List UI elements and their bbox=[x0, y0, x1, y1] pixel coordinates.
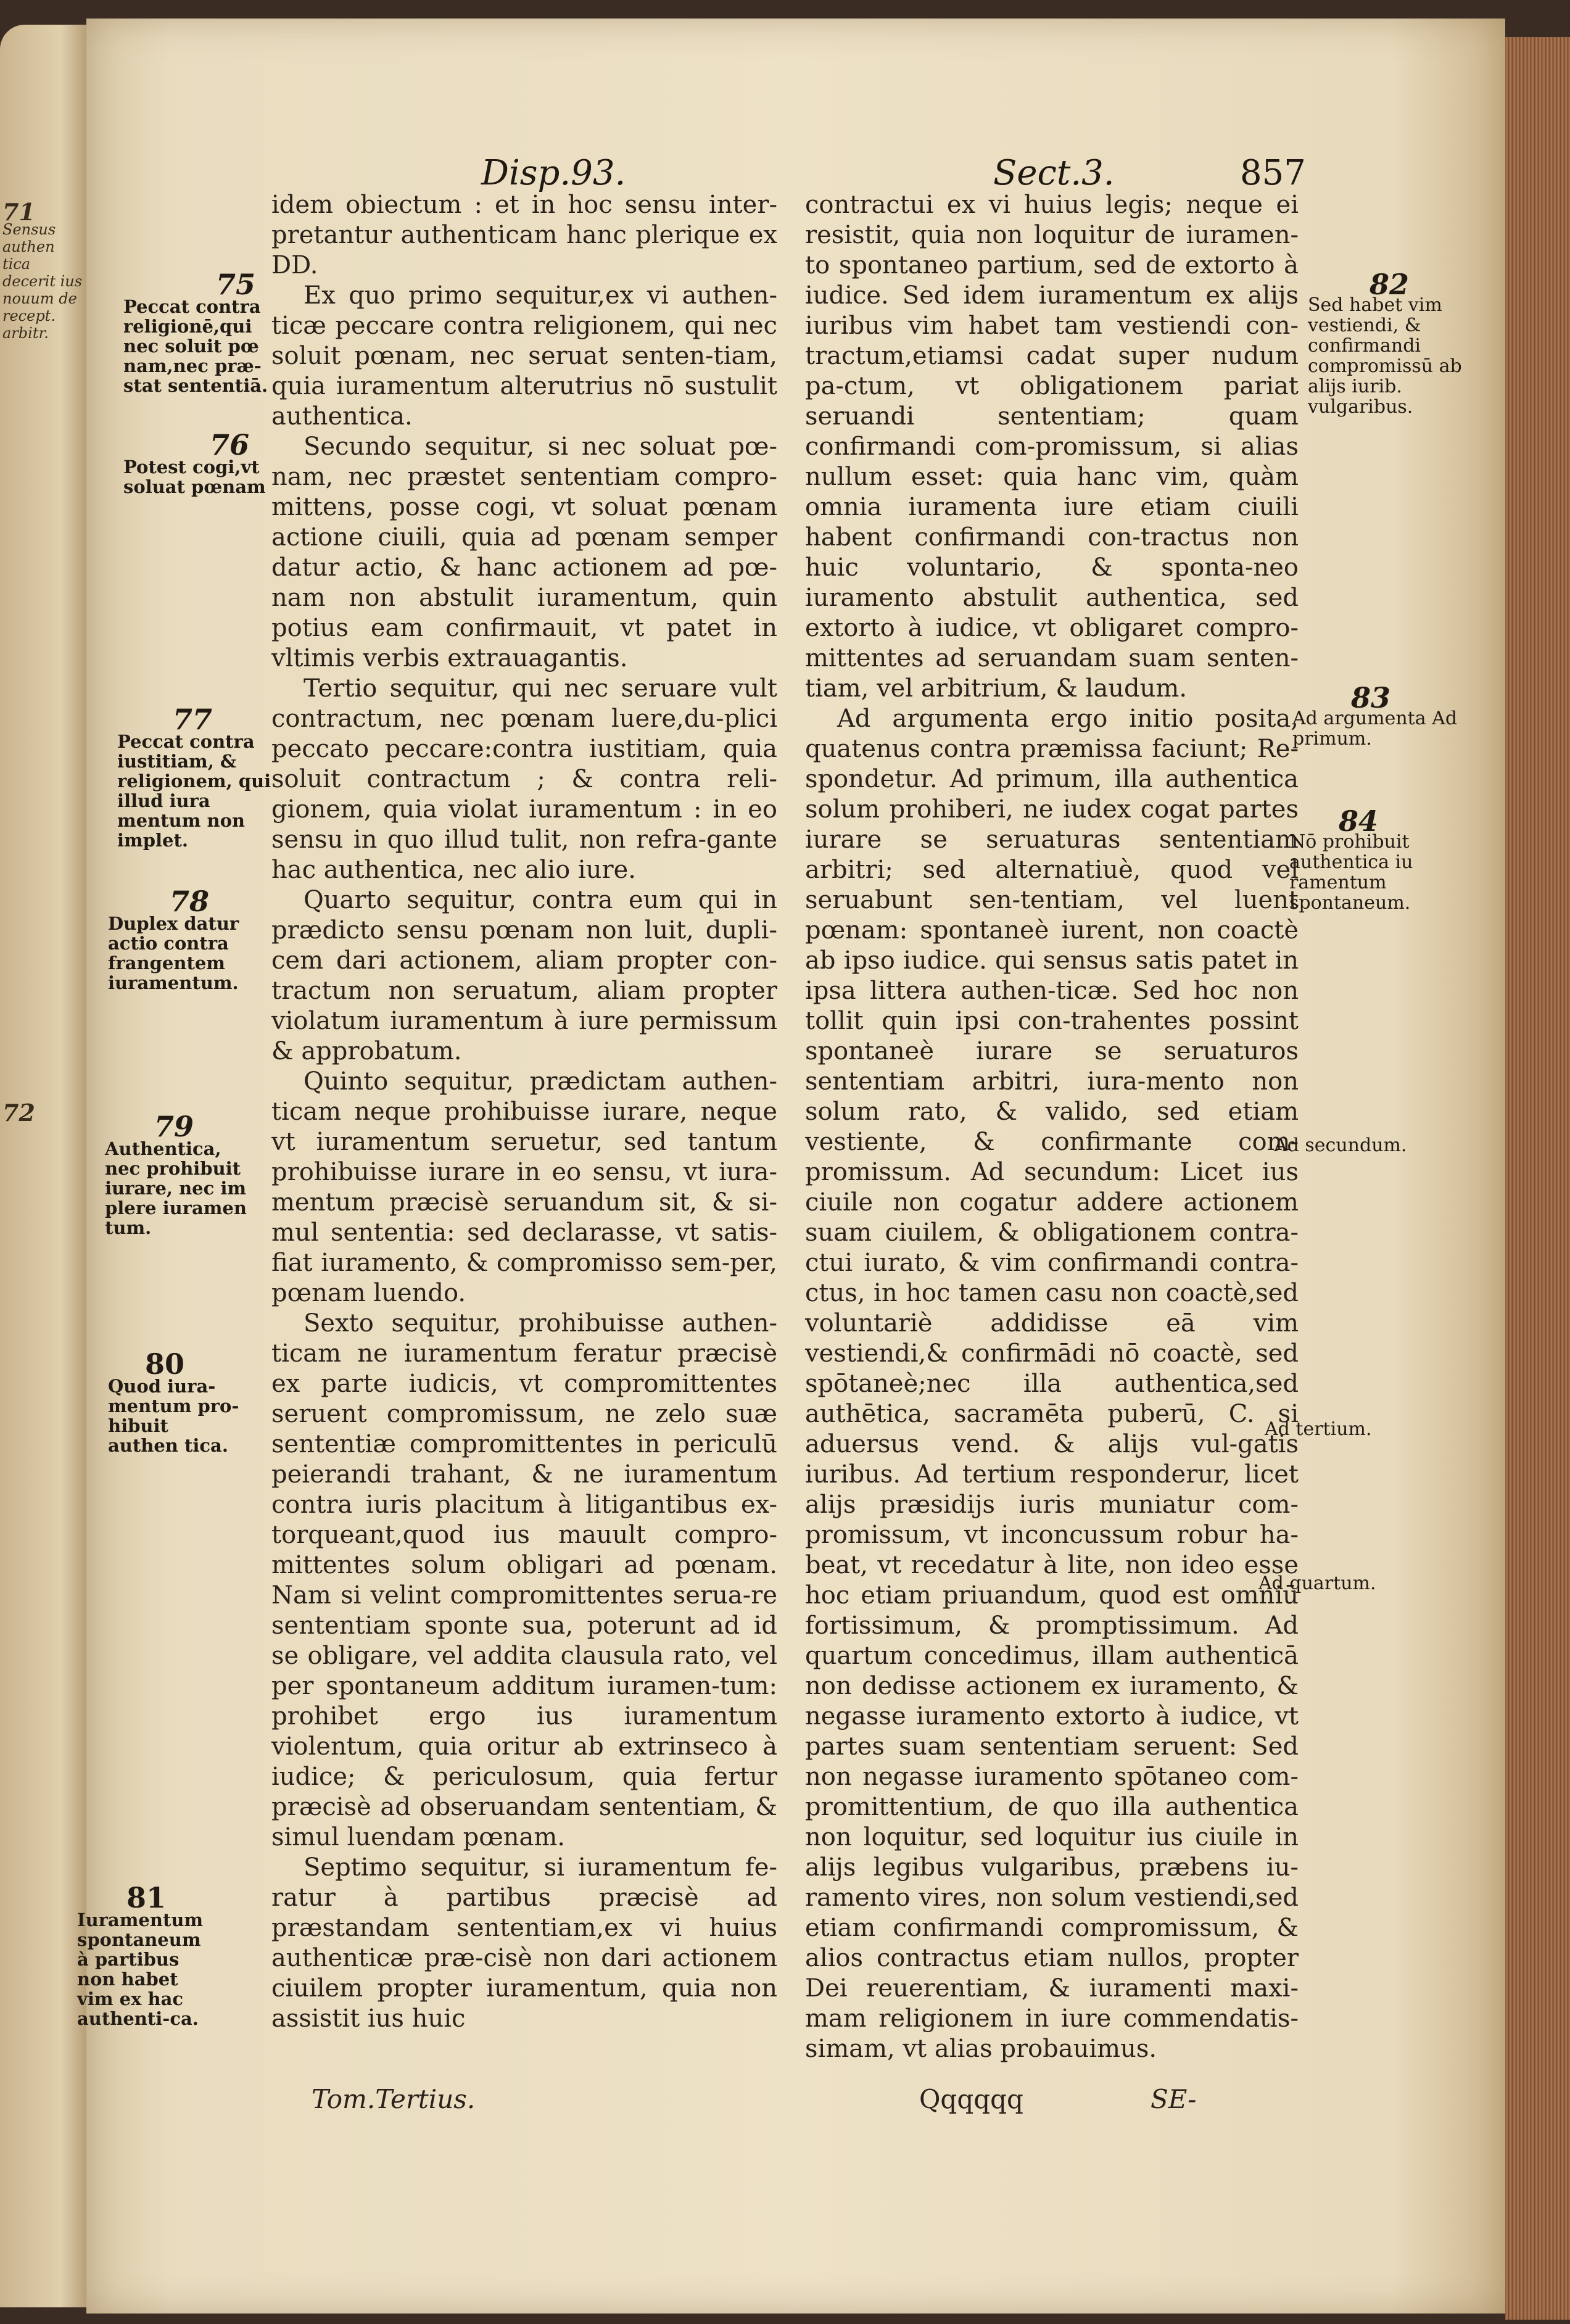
paragraph: Ad argumenta ergo initio posita, quatenus contra præmissa faciunt; Re-spondetur. Ad primum, illa authentica solum prohiberi, ne iudex cogat partes iurare se seruaturas sententiam arbitri; sed alternatiuè, quod vel seruabunt sen-tentiam, vel luent pœnam: spontaneè iurent, non coactè ab ipso iudice. qui sensus satis patet in ipsa littera authen-ticæ. Sed hoc non tollit quin ipsi con-trahentes possint spontaneè iurare se seruaturos sententiam arbitri, iura-mento non solum rato, & valido, sed etiam vestiente, & confirmante com-promissum. Ad secundum: Licet ius ciuile non cogatur addere actionem suam ciuilem, & obligationem contra-ctui iurato, & vim confirmandi contra-ctus, in hoc tamen casu non coactè,sed voluntariè addidisse eā vim vestiendi,& confirmādi nō coactè, sed spōtaneè;nec illa authentica,sed authētica, sacramēta puberū, C. si aduersus vend. & alijs vul-gatis iuribus. Ad tertium responderur, licet alijs præsidijs iuris muniatur com-promissum, vt inconcussum robur ha-beat, vt recedatur à lite, non ideo esse hoc etiam priuandum, quod est omniū fortissimum, & promptissimum. Ad quartum concedimus, illam authenticā non dedisse actionem ex iuramento, & negasse iuramento extorto à iudice, vt partes suam sententiam seruent: Sed non negasse iuramento spōtaneo com-promittentium, de quo illa authentica non loquitur, sed loquitur ius ciuile in alijs legibus vulgaribus, præbens iu-ramento vires, non solum vestiendi,sed etiam confirmandi compromissum, & alios contractus etiam nullos, propter Dei reuerentiam, & iuramenti maxi-mam religionem in iure commendatis-simam, vt alias probauimus. bbox=[805, 705, 1299, 2063]
margin-note-number: 80 bbox=[145, 1347, 185, 1381]
column-left bbox=[271, 190, 777, 2034]
paragraph: Ex quo primo sequitur,ex vi authen-ticæ peccare contra religionem, qui nec soluit pœnam, nec seruat senten-tiam, quia iuramentum alterutrius nō sustulit authentica. bbox=[271, 281, 777, 431]
margin-note-75 bbox=[123, 268, 284, 396]
margin-note-number: 83 bbox=[1351, 681, 1391, 714]
margin-note-text: Peccat contra iustitiam, & religionem, qui illud iura mentum non implet. bbox=[117, 731, 271, 851]
margin-note-text: Iuramentum spontaneum à partibus non habet vim ex hac authenti-ca. bbox=[77, 1909, 204, 2029]
margin-note-number: 77 bbox=[173, 703, 213, 736]
left-page-num-a: 71 bbox=[2, 198, 35, 226]
paragraph: idem obiectum : et in hoc sensu inter-pretantur authenticam hanc plerique ex DD. bbox=[271, 191, 777, 279]
margin-note-ad-tertium bbox=[1265, 1419, 1450, 1439]
margin-note-number: 75 bbox=[216, 268, 256, 301]
margin-note-text: Quod iura-mentum pro-hibuit authen tica. bbox=[108, 1376, 239, 1456]
paragraph: Tertio sequitur, qui nec seruare vult contractum, nec pœnam luere,du-plici peccato peccare:contra iustitiam, quia soluit contractum ; & contra reli-gionem, quia violat iuramentum : in eo sensu in quo illud tulit, non refra-gante hac authentica, nec alio iure. bbox=[271, 674, 777, 884]
paragraph: Quinto sequitur, prædictam authen-ticam neque prohibuisse iurare, neque vt iuramentum seruetur, sed tantum prohibuisse iurare in eo sensu, vt iura-mentum præcisè seruandum sit, & si-mul sententia: sed declarasse, vt satis-fiat iuramento, & compromisso sem-per, pœnam luendo. bbox=[271, 1067, 777, 1307]
paragraph: Sexto sequitur, prohibuisse authen-ticam ne iuramentum feratur præcisè ex parte iudicis, vt compromittentes seruent compromissum, ne zelo suæ sententiæ compromittentes in periculū peierandi trahant, & ne iuramentum contra iuris placitum à litigantibus ex-torqueant,quod ius mauult compro-mittentes solum obligari ad pœnam. Nam si velint compromittentes serua-re sententiam sponte sua, poterunt ad id se obligare, vel addita clausula rato, vel per spontaneum additum iuramen-tum: prohibet ergo ius iuramentum violentum, quia oritur ab extrinseco à iudice; & periculosum, quia fertur præcisè ad obseruandam sententiam, & simul luendam pœnam. bbox=[271, 1309, 777, 1851]
margin-note-80 bbox=[108, 1347, 241, 1456]
margin-note-text: Ad quartum. bbox=[1258, 1573, 1376, 1594]
margin-note-84 bbox=[1289, 804, 1468, 914]
left-page-gutter bbox=[0, 25, 86, 2307]
running-head-sect: Sect.3. bbox=[993, 153, 1115, 193]
margin-note-number: 84 bbox=[1339, 804, 1379, 838]
margin-note-text: Nō prohibuit authentica iu ramentum spontaneum. bbox=[1289, 831, 1413, 914]
margin-note-text: Sed habet vim vestiendi, & confirmandi compromissū ab alijs iurib. vulgaribus. bbox=[1308, 294, 1462, 418]
left-page-num-b: 72 bbox=[2, 1099, 35, 1127]
margin-note-number: 78 bbox=[170, 885, 210, 918]
margin-note-ad-secundum bbox=[1274, 1135, 1459, 1156]
margin-note-text: Ad secundum. bbox=[1274, 1135, 1407, 1156]
footer-signature: Qqqqqq bbox=[919, 2084, 1023, 2114]
paragraph: Septimo sequitur, si iuramentum fe-ratur à partibus præcisè ad præstandam sententiam,ex vi huius authenticæ præ-cisè non dari actionem ciuilem propter iuramentum, quia non assistit ius huic bbox=[271, 1853, 777, 2033]
margin-note-78 bbox=[108, 885, 256, 993]
left-page-marginal-a bbox=[2, 198, 83, 342]
margin-note-ad-quartum bbox=[1258, 1573, 1444, 1594]
footer-catchword: SE- bbox=[1151, 2084, 1197, 2114]
footer-volume: Tom.Tertius. bbox=[312, 2084, 476, 2114]
margin-note-79 bbox=[105, 1110, 250, 1238]
column-right bbox=[805, 190, 1299, 2064]
margin-note-text: Ad tertium. bbox=[1265, 1418, 1372, 1440]
margin-note-text: Peccat contra religionē,qui nec soluit pœ nam,nec præ-stat sententiā. bbox=[123, 296, 268, 396]
paragraph: Quarto sequitur, contra eum qui in prædicto sensu pœnam non luit, dupli-cem dari actionem, aliam propter con-tractum non seruatum, aliam propter violatum iuramentum à iure permissum & approbatum. bbox=[271, 886, 777, 1065]
page-number: 857 bbox=[1240, 153, 1306, 193]
left-page-text-a: Sensus authen tica decerit ius nouum de recept. arbitr. bbox=[2, 221, 83, 342]
margin-note-text: Duplex datur actio contra frangentem iuramentum. bbox=[108, 913, 239, 993]
margin-note-76 bbox=[123, 428, 284, 497]
margin-note-82 bbox=[1308, 268, 1487, 418]
margin-note-number: 76 bbox=[210, 428, 250, 461]
margin-note-text: Ad argumenta Ad primum. bbox=[1292, 708, 1458, 750]
paragraph: contractui ex vi huius legis; neque ei resistit, quia non loquitur de iuramen-to spontaneo partium, sed de extorto à iudice. Sed idem iuramentum ex alijs iuribus vim habet tam vestiendi con-tractum,etiamsi cadat super nudum pa-ctum, vt obligationem pariat seruandi sententiam; quam confirmandi com-promissum, si alias nullum esset: quia hanc vim, quàm omnia iuramenta iure etiam ciuili habent confirmandi con-tractus non huic voluntario, & sponta-neo iuramento abstulit authentica, sed extorto à iudice, vt obligaret compro-mittentes ad seruandam suam senten-tiam, vel arbitrium, & laudum. bbox=[805, 191, 1299, 703]
margin-note-number: 81 bbox=[126, 1881, 167, 1914]
left-page-marginal-b bbox=[2, 1099, 70, 1127]
margin-note-83 bbox=[1292, 681, 1477, 750]
margin-note-81 bbox=[77, 1881, 216, 2029]
margin-note-number: 79 bbox=[154, 1110, 194, 1143]
margin-note-text: Authentica, nec prohibuit iurare, nec im plere iuramen tum. bbox=[105, 1138, 247, 1238]
margin-note-77 bbox=[117, 703, 271, 851]
paragraph: Secundo sequitur, si nec soluat pœ-nam, nec præstet sententiam compro-mittens, posse cogi, vt soluat pœnam actione ciuili, quia ad pœnam semper datur actio, & hanc actionem ad pœ-nam non abstulit iuramentum, quin potius eam confirmauit, vt patet in vltimis verbis extrauagantis. bbox=[271, 432, 777, 672]
running-head-disp: Disp.93. bbox=[481, 153, 626, 193]
margin-note-number: 82 bbox=[1370, 268, 1410, 301]
margin-note-text: Potest cogi,vt soluat pœnam bbox=[123, 457, 266, 497]
page-edges bbox=[1505, 37, 1570, 2320]
